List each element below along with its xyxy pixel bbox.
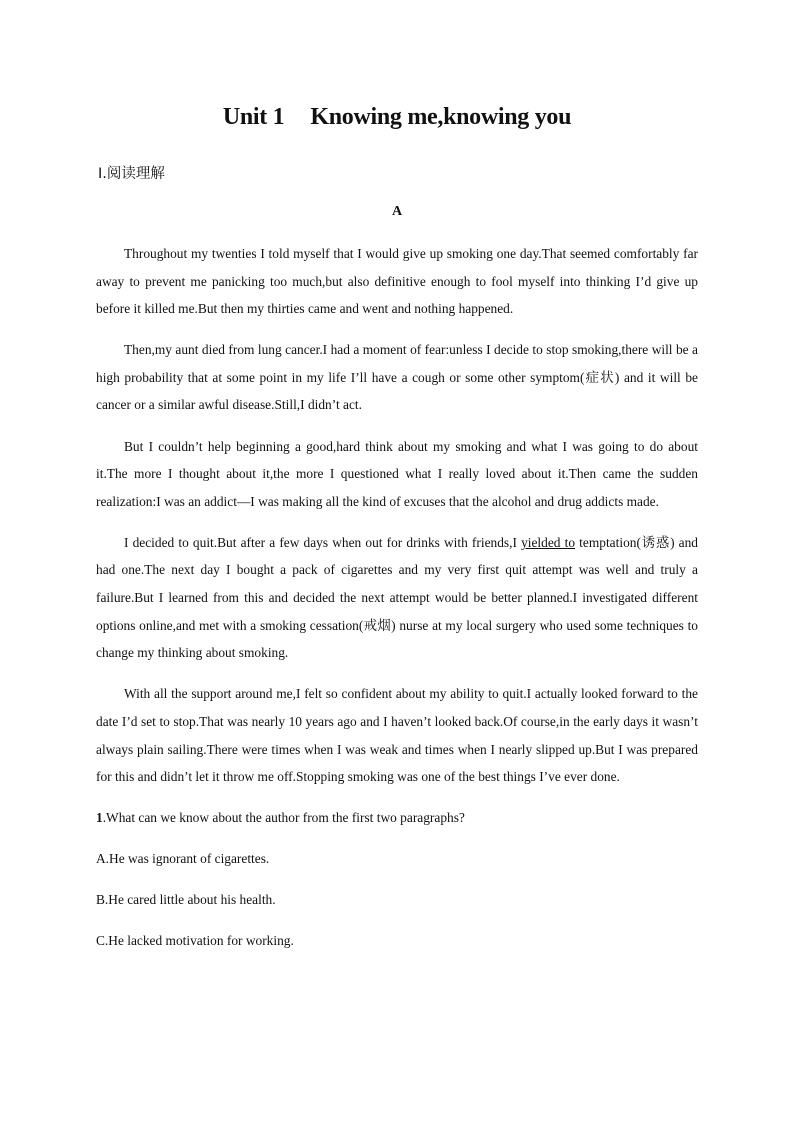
page-title — [0, 104, 794, 131]
title-unit: Unit 1 — [222, 104, 285, 130]
paragraph-4 — [96, 529, 698, 667]
passage-body — [96, 240, 698, 969]
question-1 — [96, 804, 698, 832]
question-stem: .What can we know about the author from the first two paragraphs? — [102, 810, 465, 826]
option-a: A.He was ignorant of cigarettes. — [96, 851, 270, 867]
paragraph-1: Throughout my twenties I told myself that I would give up smoking one day.That seemed comfortably far away to prevent me panicking too much,but also definitive enough to fool myself into thinking I’d give up before it killed me.But then my thirties came and went and nothing happened. — [96, 246, 698, 317]
paragraph-3: But I couldn’t help beginning a good,hard think about my smoking and what I was going to do about it.The more I thought about it,the more I questioned what I really loved about it.Then came the sudden realization:I was an addict—I was making all the kind of excuses that the alcohol and drug addicts made. — [96, 438, 698, 509]
question-number: 1 — [96, 810, 103, 826]
paragraph-4-start: I decided to quit.But after a few days when out for drinks with friends,I — [124, 534, 522, 550]
title-topic: Knowing me,knowing you — [310, 104, 572, 130]
passage-label: A — [391, 204, 403, 219]
option-b: B.He cared little about his health. — [96, 892, 276, 908]
underlined-phrase: yielded to — [521, 534, 576, 550]
section-heading: Ⅰ.阅读理解 — [98, 166, 165, 182]
paragraph-5: With all the support around me,I felt so confident about my ability to quit.I actually looked forward to the date I’d set to stop.That was nearly 10 years ago and I haven’t looked back.Of course,in the early days it wasn’t always plain sailing.There were times when I was weak and times when I nearly slipped up.But I was prepared for this and didn’t let it throw me off.Stopping smoking was one of the best things I’ve ever done. — [96, 686, 698, 785]
option-c: C.He lacked motivation for working. — [96, 933, 294, 949]
paragraph-2: Then,my aunt died from lung cancer.I had a moment of fear:unless I decide to stop smoking,there will be a high probability that at some point in my life I’ll have a cough or some other symptom(症状) and it will be cancer or a similar awful disease.Still,I didn’t act. — [96, 342, 698, 413]
paragraph-4-end: temptation(诱惑) and had one.The next day I bought a pack of cigarettes and my very first quit attempt was well and truly a failure.But I learned from this and decided the next attempt would be better planned.I investigated different options online,and met with a smoking cessation(戒烟) nurse at my local surgery who used some techniques to change my thinking about smoking. — [96, 534, 698, 661]
